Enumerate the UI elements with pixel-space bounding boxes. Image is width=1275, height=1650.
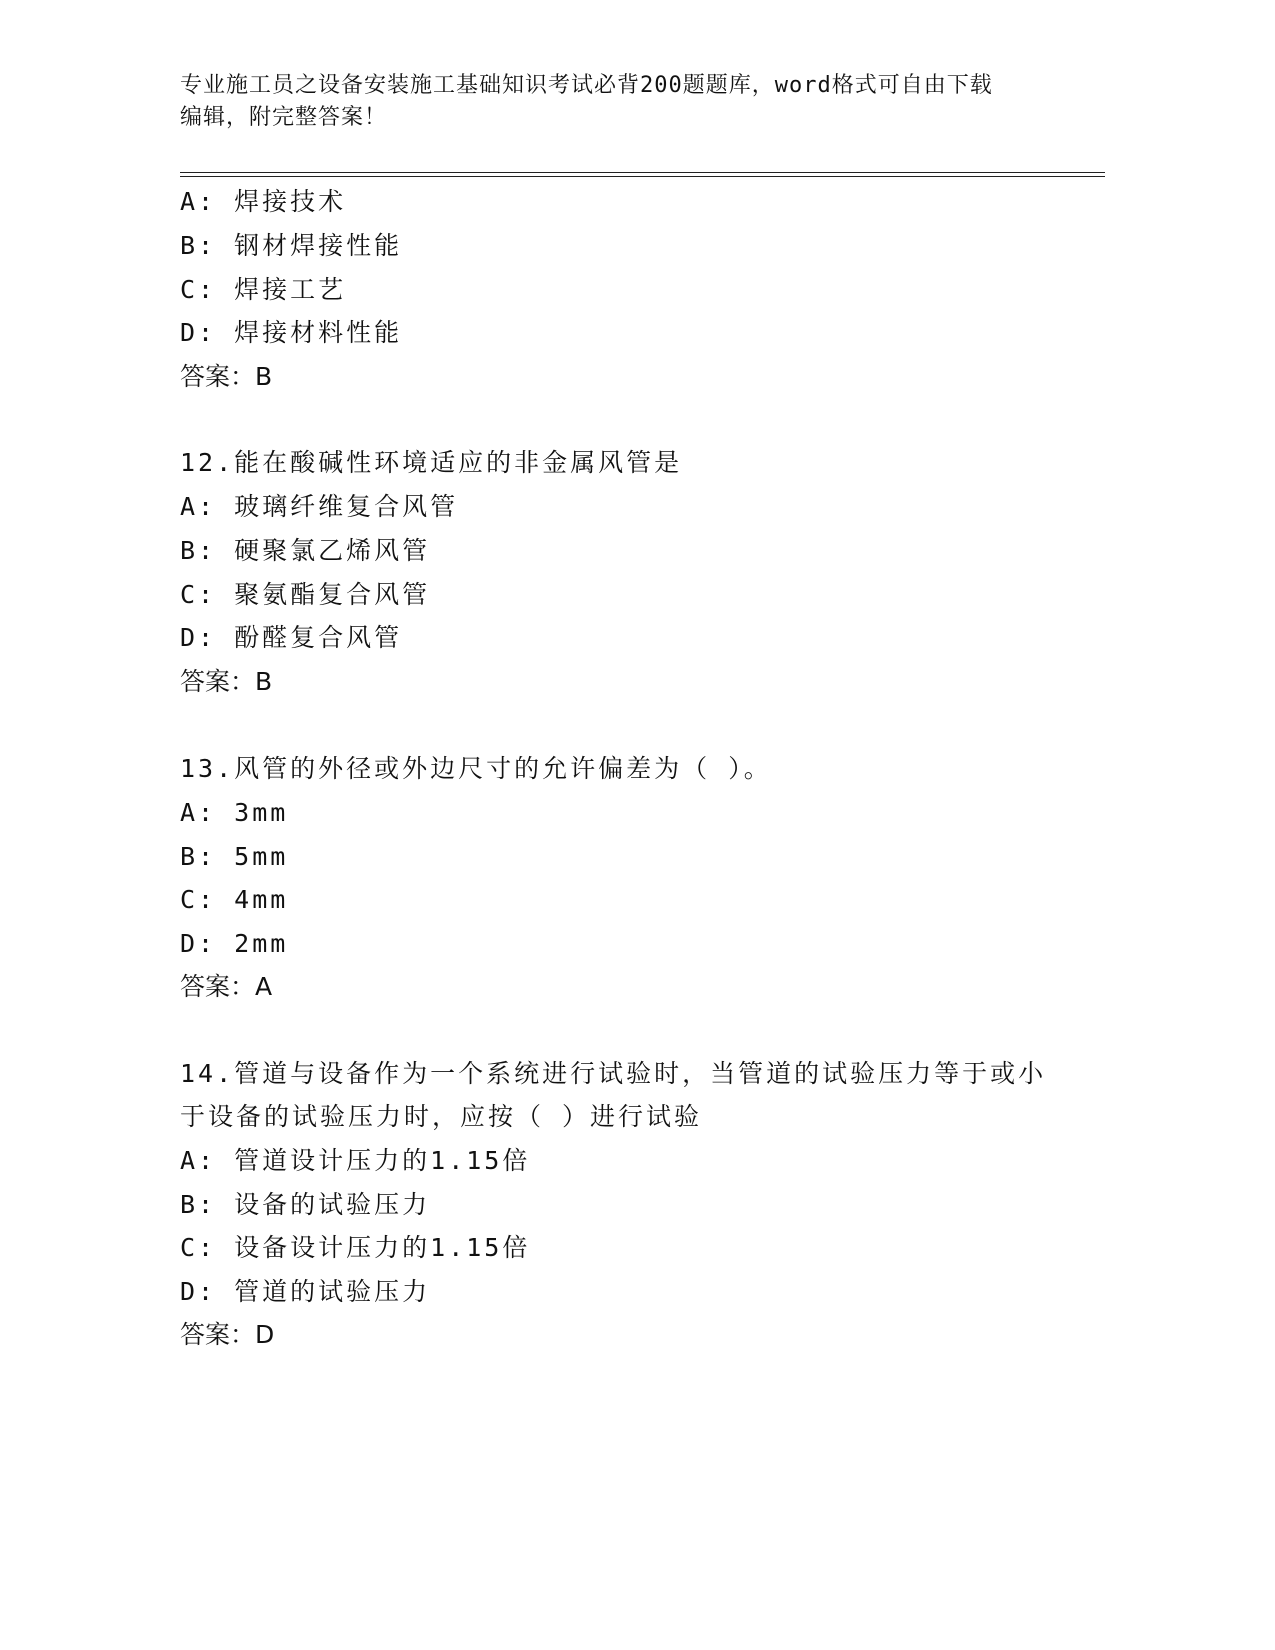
q14-option-a: A: 管道设计压力的1.15倍 — [180, 1146, 531, 1175]
q12-stem: 12.能在酸碱性环境适应的非金属风管是 — [180, 448, 683, 477]
q13-option-a: A: 3mm — [180, 798, 289, 827]
q13-option-b: B: 5mm — [180, 842, 289, 871]
q12-option-d: D: 酚醛复合风管 — [180, 623, 403, 652]
q11-option-c: C: 焊接工艺 — [180, 275, 347, 304]
header-divider-bottom — [180, 176, 1105, 177]
document-header — [180, 70, 1080, 134]
q11-option-b: B: 钢材焊接性能 — [180, 231, 403, 260]
header-title-line-2: 编辑，附完整答案！ — [180, 105, 388, 130]
q12-answer: 答案：B — [180, 667, 273, 696]
q12-option-c: C: 聚氨酯复合风管 — [180, 580, 431, 609]
q14-stem-line-1: 14.管道与设备作为一个系统进行试验时，当管道的试验压力等于或小 — [180, 1059, 1047, 1088]
q13-stem: 13.风管的外径或外边尺寸的允许偏差为（ ）。 — [180, 754, 772, 783]
q12-option-a: A: 玻璃纤维复合风管 — [180, 492, 459, 521]
q14-option-d: D: 管道的试验压力 — [180, 1277, 431, 1306]
q13-option-d: D: 2mm — [180, 929, 289, 958]
q14-option-c: C: 设备设计压力的1.15倍 — [180, 1233, 531, 1262]
q14-stem-line-2: 于设备的试验压力时，应按（ ）进行试验 — [180, 1102, 703, 1131]
header-divider-top — [180, 172, 1105, 173]
header-title-line-1: 专业施工员之设备安装施工基础知识考试必背200题题库，word格式可自由下载 — [180, 73, 993, 98]
q11-option-d: D: 焊接材料性能 — [180, 318, 403, 347]
q14-option-b: B: 设备的试验压力 — [180, 1190, 431, 1219]
q11-answer: 答案：B — [180, 362, 273, 391]
q12-option-b: B: 硬聚氯乙烯风管 — [180, 536, 431, 565]
q14-answer: 答案：D — [180, 1320, 275, 1349]
q13-answer: 答案：A — [180, 972, 273, 1001]
q11-option-a: A: 焊接技术 — [180, 187, 347, 216]
q13-option-c: C: 4mm — [180, 885, 289, 914]
